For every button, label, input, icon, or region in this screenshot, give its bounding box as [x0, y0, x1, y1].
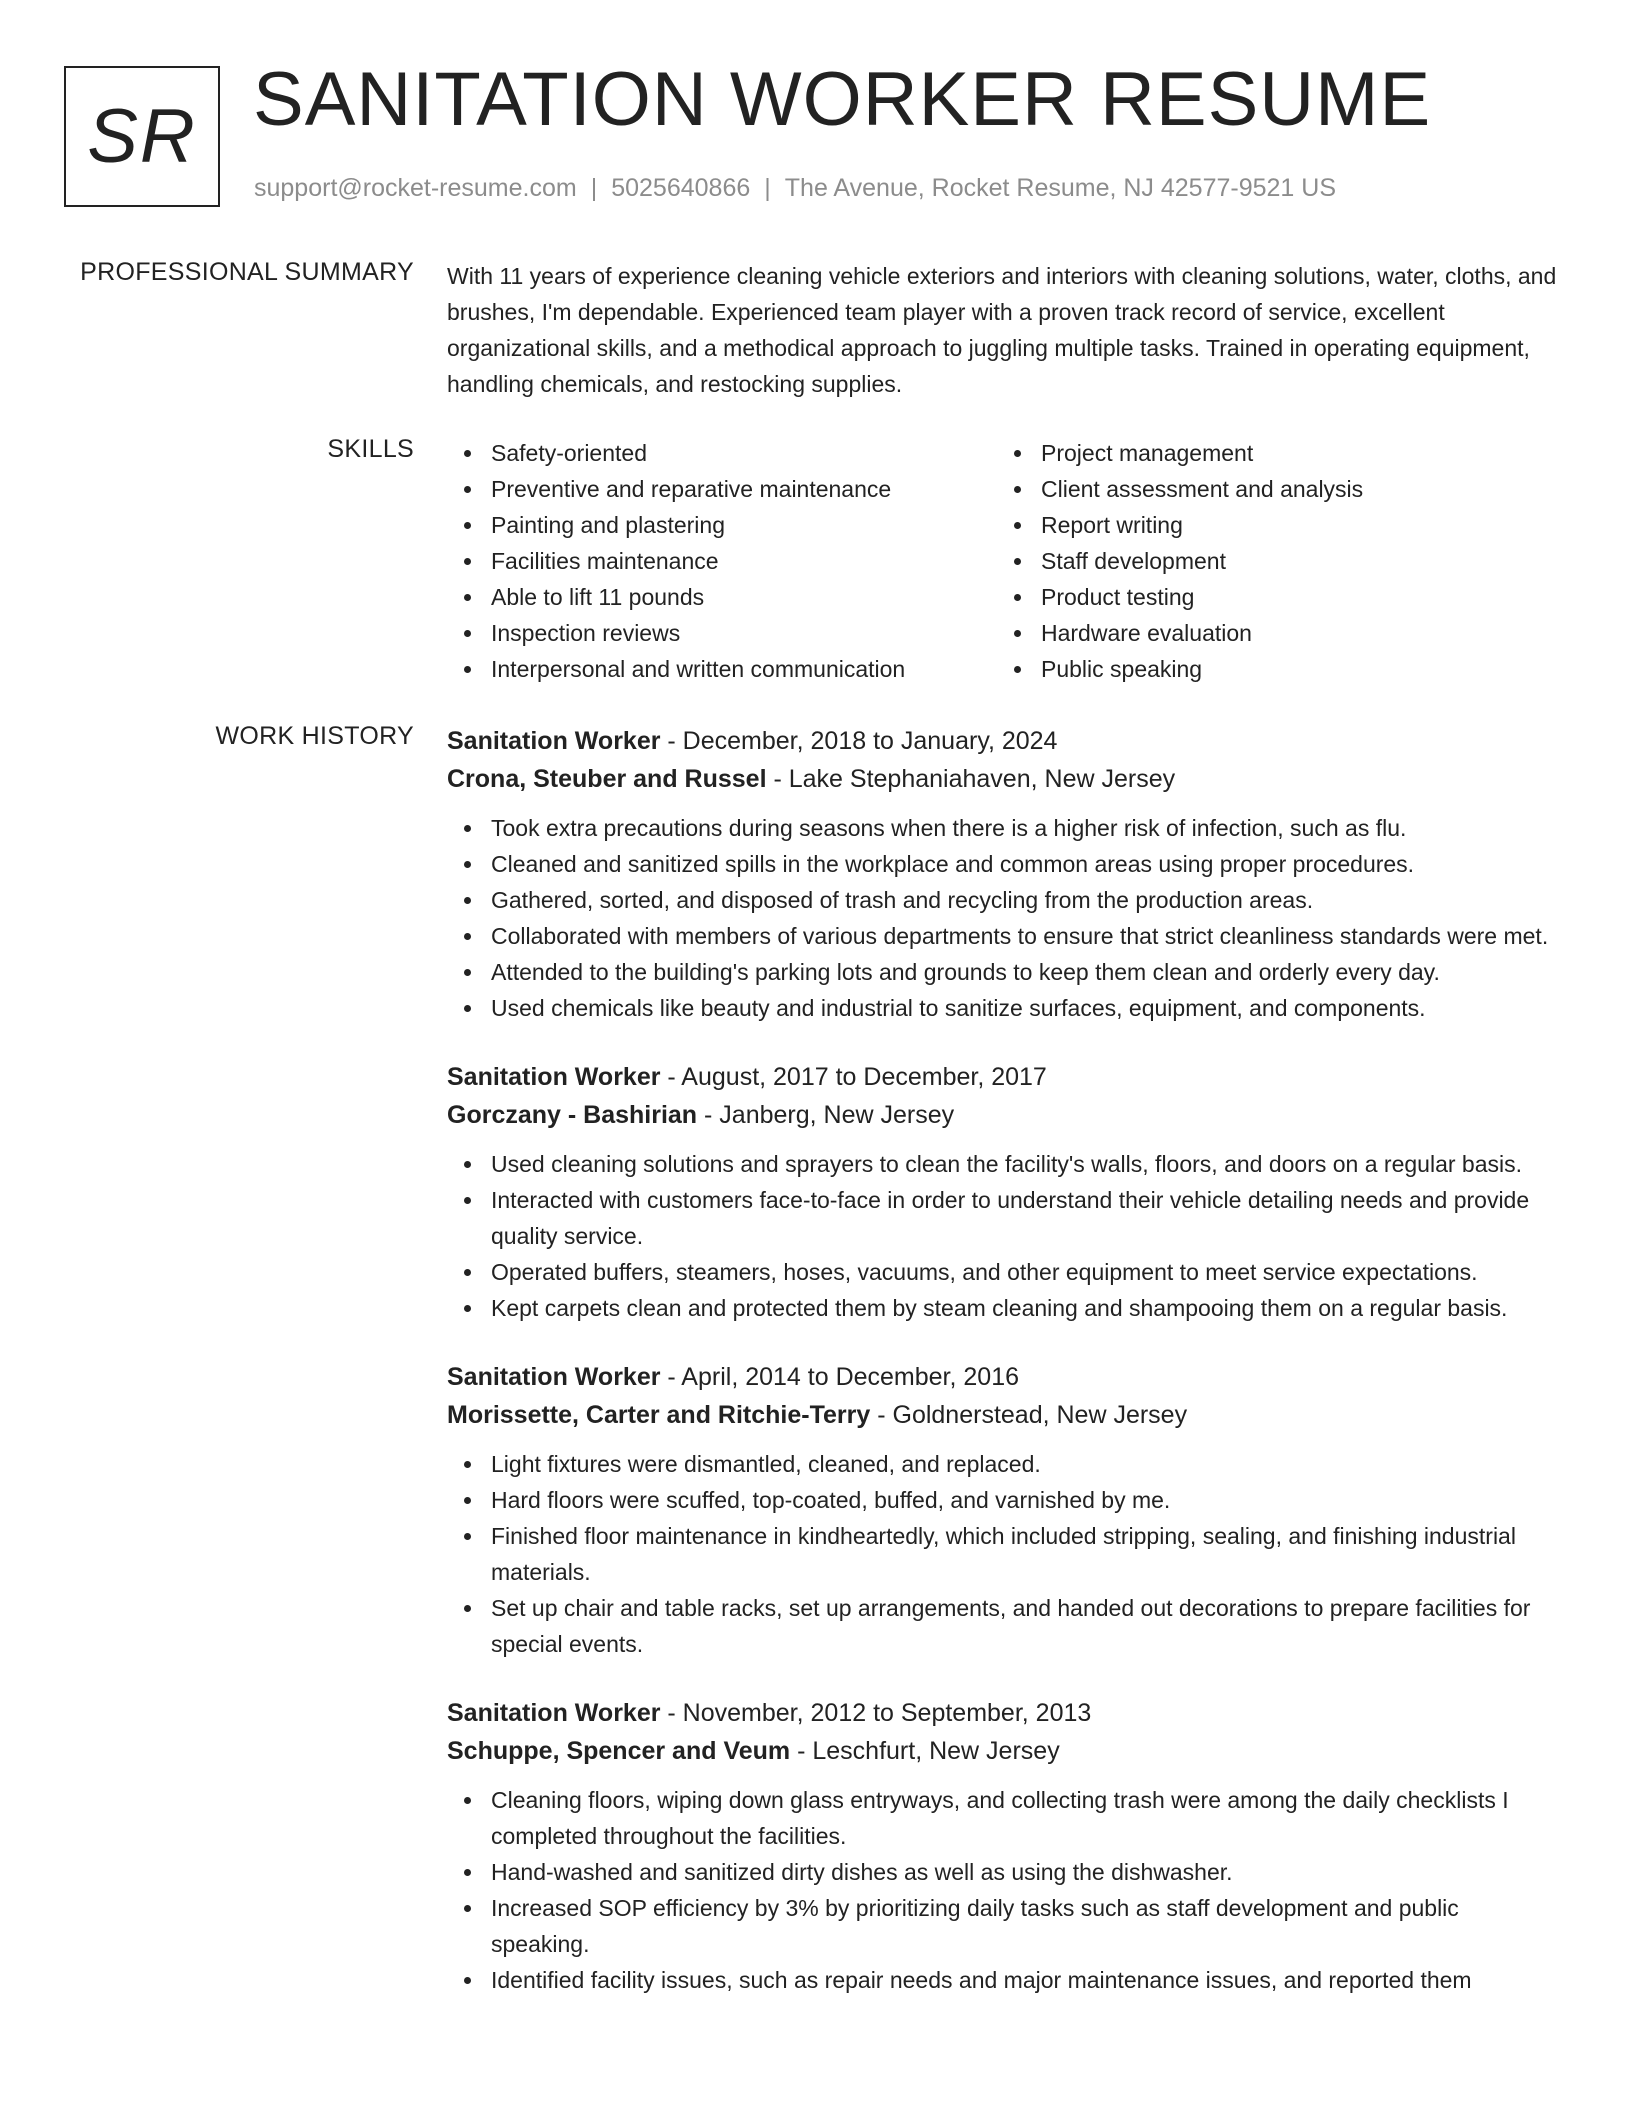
job-location: - Leschfurt, New Jersey: [790, 1737, 1060, 1765]
work-history-section: [447, 722, 1557, 2030]
contact-email: support@rocket-resume.com: [254, 174, 577, 202]
contact-phone: 5025640866: [611, 174, 751, 202]
duty-item: Kept carpets clean and protected them by steam cleaning and shampooing them on a regular basis.: [447, 1290, 1557, 1326]
job-duties: [447, 1146, 1557, 1326]
job-location: - Goldnerstead, New Jersey: [870, 1401, 1188, 1429]
duty-item: Increased SOP efficiency by 3% by prioritizing daily tasks such as staff development and public speaking.: [447, 1890, 1557, 1962]
job-dates: - August, 2017 to December, 2017: [660, 1063, 1047, 1091]
summary-section: [447, 258, 1557, 402]
summary-text: With 11 years of experience cleaning vehicle exteriors and interiors with cleaning solutions, water, cloths, and brushes, I'm dependable. Experienced team player with a proven track record of service, excellent organizational skills, and a methodical approach to juggling multiple tasks. Trained in operating equipment, handling chemicals, and restocking supplies.: [447, 263, 1557, 397]
skill-item: Public speaking: [997, 651, 1517, 687]
monogram-logo: SR: [64, 66, 220, 207]
page-title: SANITATION WORKER RESUME: [253, 57, 1432, 142]
skill-item: Preventive and reparative maintenance: [447, 471, 997, 507]
job-company-line: [447, 1732, 1557, 1770]
job-title-line: [447, 722, 1557, 760]
duty-item: Set up chair and table racks, set up arrangements, and handed out decorations to prepare facilities for special events.: [447, 1590, 1557, 1662]
duty-item: Finished floor maintenance in kindheartedly, which included stripping, sealing, and finishing industrial materials.: [447, 1518, 1557, 1590]
skills-section: [447, 435, 1557, 687]
duty-item: Interacted with customers face-to-face in order to understand their vehicle detailing needs and provide quality service.: [447, 1182, 1557, 1254]
job-dates: - April, 2014 to December, 2016: [660, 1363, 1020, 1391]
duty-item: Light fixtures were dismantled, cleaned, and replaced.: [447, 1446, 1557, 1482]
job-company-line: [447, 1096, 1557, 1134]
duty-item: Used cleaning solutions and sprayers to clean the facility's walls, floors, and doors on a regular basis.: [447, 1146, 1557, 1182]
skill-item: Client assessment and analysis: [997, 471, 1517, 507]
job-company: Gorczany - Bashirian: [447, 1101, 698, 1129]
skill-item: Product testing: [997, 579, 1517, 615]
skill-item: Inspection reviews: [447, 615, 997, 651]
duty-item: Gathered, sorted, and disposed of trash and recycling from the production areas.: [447, 882, 1557, 918]
job-location: - Lake Stephaniahaven, New Jersey: [766, 765, 1176, 793]
job-title: Sanitation Worker: [447, 1363, 661, 1391]
contact-line: [254, 174, 1336, 203]
duty-item: Cleaned and sanitized spills in the workplace and common areas using proper procedures.: [447, 846, 1557, 882]
job-company-line: [447, 1396, 1557, 1434]
duty-item: Hand-washed and sanitized dirty dishes as well as using the dishwasher.: [447, 1854, 1557, 1890]
duty-item: Took extra precautions during seasons when there is a higher risk of infection, such as flu.: [447, 810, 1557, 846]
duty-item: Operated buffers, steamers, hoses, vacuums, and other equipment to meet service expectations.: [447, 1254, 1557, 1290]
duty-item: Cleaning floors, wiping down glass entryways, and collecting trash were among the daily checklists I completed throughout the facilities.: [447, 1782, 1557, 1854]
job-company-line: [447, 760, 1557, 798]
duty-item: Collaborated with members of various departments to ensure that strict cleanliness standards were met.: [447, 918, 1557, 954]
skill-item: Hardware evaluation: [997, 615, 1517, 651]
duty-item: Identified facility issues, such as repair needs and major maintenance issues, and reported them: [447, 1962, 1557, 1998]
job-duties: [447, 810, 1557, 1026]
job-title: Sanitation Worker: [447, 1063, 661, 1091]
contact-separator: |: [590, 174, 598, 202]
job-company: Crona, Steuber and Russel: [447, 765, 767, 793]
skill-item: Facilities maintenance: [447, 543, 997, 579]
job-duties: [447, 1782, 1557, 1998]
summary-heading: PROFESSIONAL SUMMARY: [80, 258, 414, 286]
job-title: Sanitation Worker: [447, 1699, 661, 1727]
job-location: - Janberg, New Jersey: [697, 1101, 955, 1129]
skills-column-2: [997, 435, 1517, 687]
job-title-line: [447, 1058, 1557, 1096]
job-company: Schuppe, Spencer and Veum: [447, 1737, 791, 1765]
skill-item: Report writing: [997, 507, 1517, 543]
job-dates: - December, 2018 to January, 2024: [660, 727, 1058, 755]
contact-separator: |: [764, 174, 771, 202]
contact-address: The Avenue, Rocket Resume, NJ 42577-9521 US: [784, 174, 1337, 202]
skill-item: Interpersonal and written communication: [447, 651, 997, 687]
skills-column-1: [447, 435, 997, 687]
job-entry: [447, 1694, 1557, 1998]
job-entry: [447, 1358, 1557, 1662]
job-company: Morissette, Carter and Ritchie-Terry: [447, 1401, 871, 1429]
job-entry: [447, 722, 1557, 1026]
work-history-heading: WORK HISTORY: [215, 722, 414, 750]
job-title: Sanitation Worker: [447, 727, 661, 755]
job-dates: - November, 2012 to September, 2013: [660, 1699, 1092, 1727]
duty-item: Attended to the building's parking lots and grounds to keep them clean and orderly every day.: [447, 954, 1557, 990]
duty-item: Hard floors were scuffed, top-coated, buffed, and varnished by me.: [447, 1482, 1557, 1518]
skills-heading: SKILLS: [327, 435, 414, 463]
skill-item: Painting and plastering: [447, 507, 997, 543]
skill-item: Able to lift 11 pounds: [447, 579, 997, 615]
job-duties: [447, 1446, 1557, 1662]
job-title-line: [447, 1694, 1557, 1732]
job-title-line: [447, 1358, 1557, 1396]
job-entry: [447, 1058, 1557, 1326]
skill-item: Project management: [997, 435, 1517, 471]
duty-item: Used chemicals like beauty and industrial to sanitize surfaces, equipment, and components.: [447, 990, 1557, 1026]
skill-item: Staff development: [997, 543, 1517, 579]
skill-item: Safety-oriented: [447, 435, 997, 471]
